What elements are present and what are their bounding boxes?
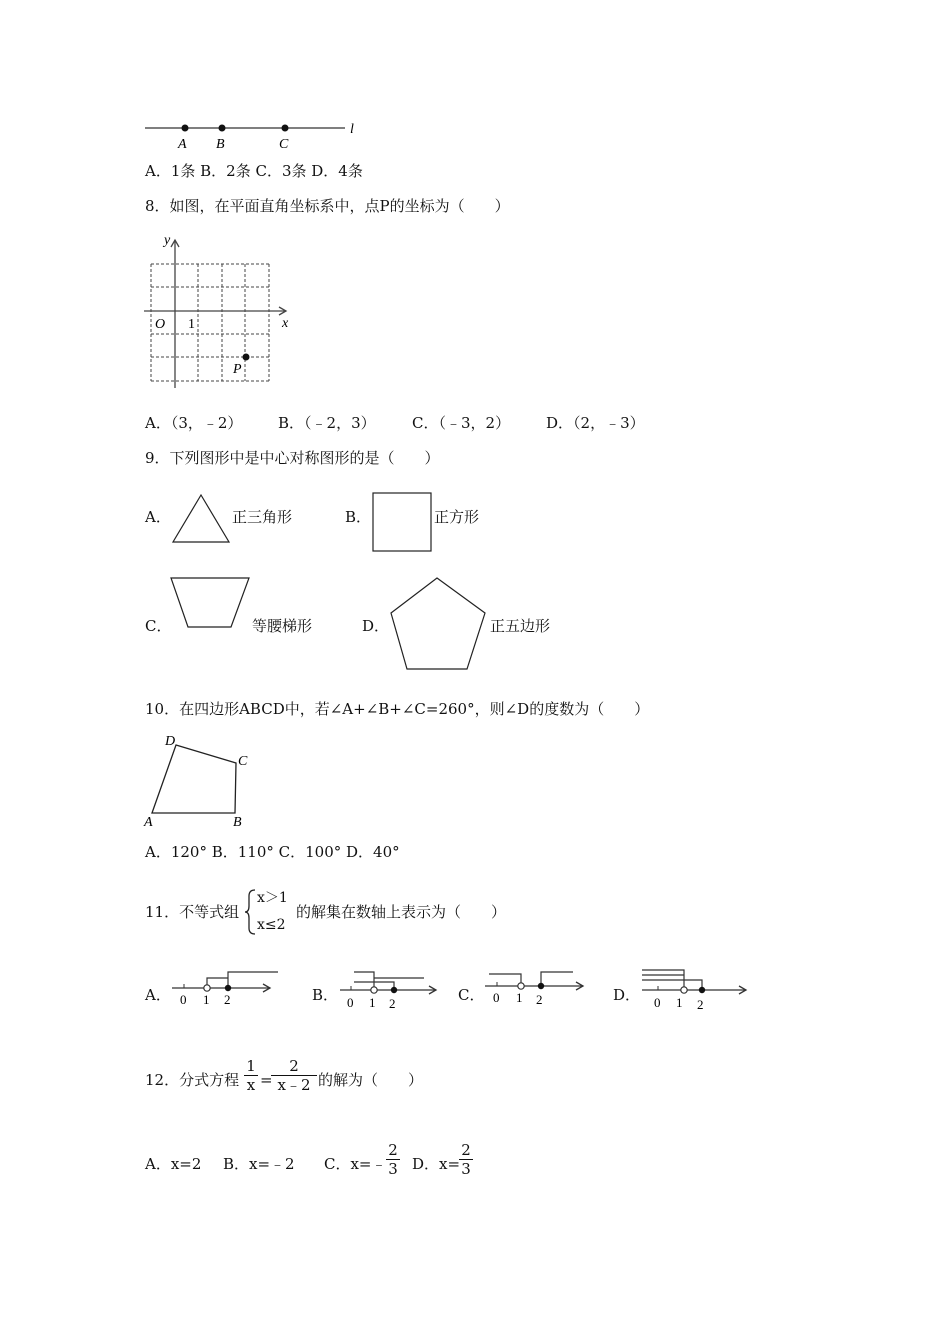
pentagon-icon [388,575,490,673]
q12-option-c-prefix: C．x=﹣ [324,1155,387,1173]
vertex-a-label: A [144,815,153,830]
q12-option-b: B．x=﹣2 [223,1155,295,1173]
q8-stem: 8．如图，在平面直角坐标系中，点P的坐标为（ ） [145,197,510,215]
q11-number-line-d [640,966,752,1012]
point-b-label: B [216,137,225,152]
q12-rhs-den: x﹣2 [277,1076,311,1094]
vertex-c-label: C [238,754,248,769]
q9-option-d-letter: D． [362,617,390,635]
system-brace-icon [244,888,258,938]
q11-system-line-1: x＞1 [257,890,288,906]
q12-stem-prefix: 12．分式方程 [145,1071,240,1089]
q9-option-c-name: 等腰梯形 [252,617,313,635]
q12-option-d-num: 2 [461,1141,471,1159]
q9-option-c-letter: C． [145,617,172,635]
trapezoid-icon [168,575,253,631]
q9-option-b-letter: B． [345,508,372,526]
q7-line-figure [140,118,370,153]
q11-system-line-2: x≤2 [257,917,286,933]
axis-label-2: 2 [389,996,396,1011]
q8-option-b: B．（﹣2，3） [278,414,376,432]
axis-label-2: 2 [224,992,231,1007]
q12-rhs-num: 2 [289,1057,299,1075]
q12-option-c-num: 2 [388,1141,398,1159]
square-icon [372,492,434,554]
q12-rhs-fraction [271,1058,317,1093]
q11-number-line-c [483,968,588,1012]
q9-option-a-name: 正三角形 [232,508,293,526]
q12-lhs-num: 1 [246,1057,256,1075]
line-l-label: l [350,122,354,137]
q11-stem-suffix: 的解集在数轴上表示为（ ） [296,903,507,921]
q11-stem-prefix: 11．不等式组 [145,903,240,921]
axis-label-1: 1 [516,990,523,1005]
x-axis-label: x [282,316,289,331]
axis-label-0: 0 [347,995,354,1010]
q11-option-c-letter: C． [458,986,485,1004]
q11-option-b-letter: B． [312,986,339,1004]
q11-number-line-a [170,968,285,1012]
q10-options: A．120° B．110° C．100° D．40° [145,843,400,861]
q12-option-d-fraction [459,1142,473,1177]
q11-option-a-letter: A． [145,986,171,1004]
axis-label-1: 1 [676,995,683,1010]
q9-option-b-name: 正方形 [434,508,480,526]
triangle-icon [170,492,235,547]
q11-number-line-b [338,968,443,1014]
q12-option-a: A．x=2 [145,1155,202,1173]
q12-option-c-den: 3 [388,1160,398,1178]
point-a-label: A [178,137,187,152]
vertex-b-label: B [233,815,242,830]
axis-label-0: 0 [654,995,661,1010]
q8-option-c: C．（﹣3，2） [412,414,511,432]
q10-stem: 10．在四边形ABCD中，若∠A+∠B+∠C=260°，则∠D的度数为（ ） [145,700,650,718]
origin-label: O [155,317,166,332]
axis-label-1: 1 [369,995,376,1010]
q8-option-a: A．（3，﹣2） [145,414,243,432]
y-axis-label: y [164,233,171,248]
q12-equals: = [260,1071,273,1089]
q12-option-d-prefix: D．x= [412,1155,461,1173]
q12-stem-suffix: 的解为（ ） [318,1071,424,1089]
q12-option-c-fraction [386,1142,400,1177]
axis-label-2: 2 [536,992,543,1007]
q7-options: A．1条 B．2条 C．3条 D．4条 [145,162,363,180]
q8-coordinate-figure [140,230,300,395]
q9-stem: 9．下列图形中是中心对称图形的是（ ） [145,449,440,467]
q12-lhs-fraction [244,1058,258,1093]
q11-option-d-letter: D． [613,986,641,1004]
axis-label-2: 2 [697,997,704,1012]
q12-lhs-den: x [246,1076,256,1094]
q8-option-d: D．（2，﹣3） [546,414,645,432]
q12-option-d-den: 3 [461,1160,471,1178]
axis-label-0: 0 [180,992,187,1007]
point-c-label: C [279,137,289,152]
vertex-d-label: D [165,734,176,749]
q9-option-a-letter: A． [145,508,171,526]
axis-label-0: 0 [493,990,500,1005]
q9-option-d-name: 正五边形 [490,617,551,635]
point-p-label: P [233,362,242,377]
unit-label: 1 [188,317,195,332]
axis-label-1: 1 [203,992,210,1007]
q10-quadrilateral-figure [140,730,260,830]
